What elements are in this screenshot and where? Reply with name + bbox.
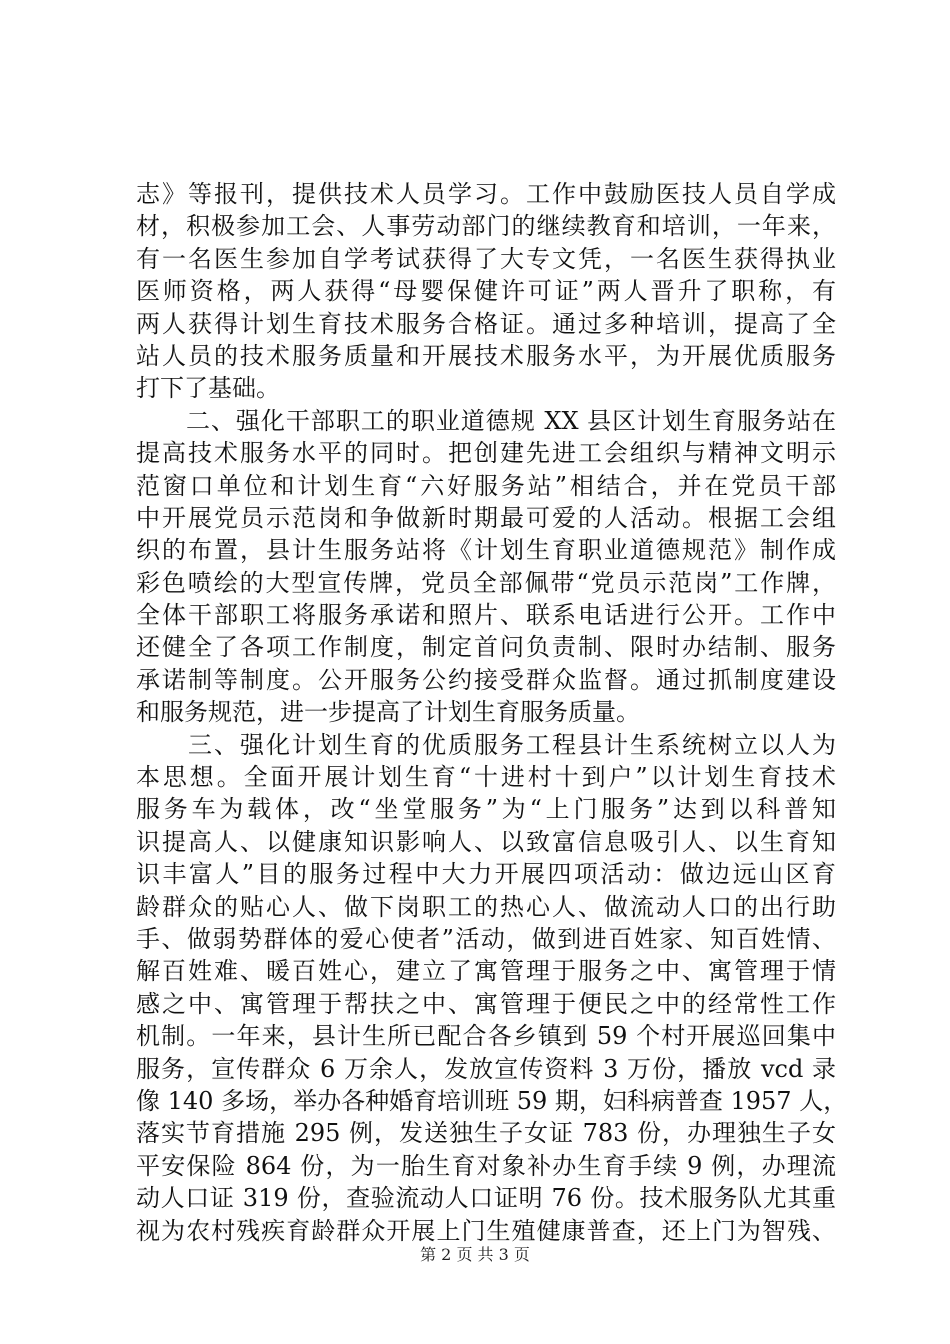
text-line: 站人员的技术服务质量和开展技术服务水平，为开展优质服务 [136, 341, 836, 370]
text-line: 手、做弱势群体的爱心使者”活动，做到进百姓家、知百姓情、 [136, 924, 836, 953]
text-line: 材，积极参加工会、人事劳动部门的继续教育和培训，一年来， [136, 212, 836, 241]
text-line: 有一名医生参加自学考试获得了大专文凭，一名医生获得执业 [136, 244, 836, 273]
text-line: 感之中、寓管理于帮扶之中、寓管理于便民之中的经常性工作 [136, 989, 836, 1018]
document-body [136, 178, 848, 1247]
text-line: 医师资格，两人获得“母婴保健许可证”两人晋升了职称，有 [136, 277, 836, 306]
text-line: 范窗口单位和计划生育“六好服务站”相结合，并在党员干部 [136, 471, 836, 500]
text-line: 服务，宣传群众 6 万余人，发放宣传资料 3 万份，播放 vcd 录 [136, 1054, 836, 1083]
text-line: 本思想。全面开展计划生育“十进村十到户”以计划生育技术 [136, 763, 836, 792]
text-line: 彩色喷绘的大型宣传牌，党员全部佩带“党员示范岗”工作牌， [136, 568, 836, 597]
text-line: 中开展党员示范岗和争做新时期最可爱的人活动。根据工会组 [136, 503, 836, 532]
text-line: 还健全了各项工作制度，制定首问负责制、限时办结制、服务 [136, 633, 836, 662]
paragraph-end-line: 和服务规范，进一步提高了计划生育服务质量。 [136, 698, 640, 727]
text-line: 承诺制等制度。公开服务公约接受群众监督。通过抓制度建设 [136, 665, 836, 694]
page-footer [0, 1244, 950, 1266]
text-line: 全体干部职工将服务承诺和照片、联系电话进行公开。工作中 [136, 601, 836, 630]
text-line: 两人获得计划生育技术服务合格证。通过多种培训，提高了全 [136, 309, 836, 338]
text-line: 二、强化干部职工的职业道德规 XX 县区计划生育服务站在 [136, 406, 836, 435]
text-line: 识提高人、以健康知识影响人、以致富信息吸引人、以生育知 [136, 827, 836, 856]
text-line: 龄群众的贴心人、做下岗职工的热心人、做流动人口的出行助 [136, 892, 836, 921]
text-line: 解百姓难、暖百姓心，建立了寓管理于服务之中、寓管理于情 [136, 957, 836, 986]
text-line: 志》等报刊，提供技术人员学习。工作中鼓励医技人员自学成 [136, 180, 836, 208]
text-line: 识丰富人”目的服务过程中大力开展四项活动：做边远山区育 [136, 860, 836, 889]
text-line: 像 140 多场，举办各种婚育培训班 59 期，妇科病普查 1957 人， [136, 1086, 848, 1115]
text-line: 提高技术服务水平的同时。把创建先进工会组织与精神文明示 [136, 439, 836, 468]
text-line: 三、强化计划生育的优质服务工程县计生系统树立以人为 [136, 730, 836, 759]
text-line: 落实节育措施 295 例，发送独生子女证 783 份，办理独生子女 [136, 1119, 836, 1148]
text-line: 动人口证 319 份，查验流动人口证明 76 份。技术服务队尤其重 [136, 1184, 836, 1213]
text-line: 平安保险 864 份，为一胎生育对象补办生育手续 9 例，办理流 [136, 1151, 836, 1180]
text-line: 机制。一年来，县计生所已配合各乡镇到 59 个村开展巡回集中 [136, 1022, 836, 1051]
text-line: 服务车为载体，改“坐堂服务”为“上门服务”达到以科普知 [136, 795, 836, 824]
text-line: 视为农村残疾育龄群众开展上门生殖健康普查，还上门为智残、 [136, 1216, 836, 1245]
paragraph-end-line: 打下了基础。 [136, 374, 280, 403]
text-line: 织的布置，县计生服务站将《计划生育职业道德规范》制作成 [136, 536, 836, 565]
page-number: 第 2 页 共 3 页 [420, 1245, 530, 1264]
